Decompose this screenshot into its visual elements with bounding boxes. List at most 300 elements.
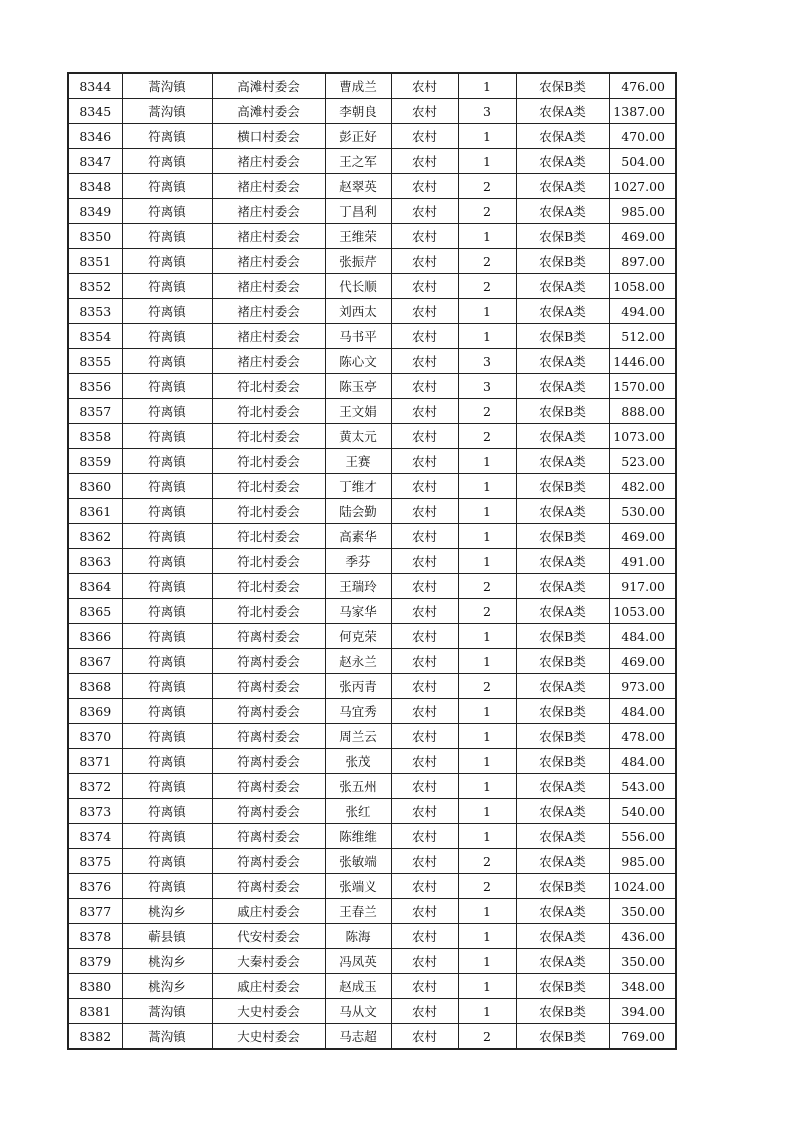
area-type-cell: 农村 — [391, 599, 458, 624]
town-cell: 符离镇 — [122, 824, 212, 849]
town-cell: 符离镇 — [122, 874, 212, 899]
village-committee-cell: 代安村委会 — [212, 924, 325, 949]
table-row — [68, 999, 676, 1024]
town-cell: 符离镇 — [122, 449, 212, 474]
name-cell: 张振芹 — [325, 249, 391, 274]
village-committee-cell: 符北村委会 — [212, 374, 325, 399]
amount-cell: 530.00 — [609, 499, 676, 524]
record-id-cell: 8381 — [68, 999, 122, 1024]
name-cell: 周兰云 — [325, 724, 391, 749]
table-row — [68, 224, 676, 249]
household-count-cell: 1 — [458, 799, 516, 824]
table-row — [68, 774, 676, 799]
table-row — [68, 474, 676, 499]
name-cell: 丁维才 — [325, 474, 391, 499]
household-count-cell: 1 — [458, 974, 516, 999]
town-cell: 蒿沟镇 — [122, 999, 212, 1024]
town-cell: 符离镇 — [122, 149, 212, 174]
amount-cell: 394.00 — [609, 999, 676, 1024]
village-committee-cell: 褚庄村委会 — [212, 299, 325, 324]
insurance-category-cell: 农保B类 — [516, 624, 609, 649]
town-cell: 符离镇 — [122, 399, 212, 424]
amount-cell: 888.00 — [609, 399, 676, 424]
village-committee-cell: 戚庄村委会 — [212, 899, 325, 924]
area-type-cell: 农村 — [391, 399, 458, 424]
household-count-cell: 1 — [458, 924, 516, 949]
household-count-cell: 1 — [458, 774, 516, 799]
amount-cell: 484.00 — [609, 624, 676, 649]
amount-cell: 1027.00 — [609, 174, 676, 199]
insurance-category-cell: 农保B类 — [516, 224, 609, 249]
area-type-cell: 农村 — [391, 874, 458, 899]
insurance-category-cell: 农保A类 — [516, 99, 609, 124]
area-type-cell: 农村 — [391, 124, 458, 149]
insurance-category-cell: 农保A类 — [516, 149, 609, 174]
insurance-category-cell: 农保A类 — [516, 599, 609, 624]
household-count-cell: 1 — [458, 749, 516, 774]
town-cell: 符离镇 — [122, 499, 212, 524]
village-committee-cell: 符离村委会 — [212, 849, 325, 874]
table-row — [68, 549, 676, 574]
table-row — [68, 1024, 676, 1050]
town-cell: 符离镇 — [122, 774, 212, 799]
record-id-cell: 8362 — [68, 524, 122, 549]
table-row — [68, 599, 676, 624]
household-count-cell: 2 — [458, 424, 516, 449]
amount-cell: 476.00 — [609, 73, 676, 99]
amount-cell: 484.00 — [609, 699, 676, 724]
town-cell: 符离镇 — [122, 849, 212, 874]
amount-cell: 556.00 — [609, 824, 676, 849]
household-count-cell: 1 — [458, 524, 516, 549]
record-id-cell: 8370 — [68, 724, 122, 749]
table-row — [68, 199, 676, 224]
table-row — [68, 274, 676, 299]
village-committee-cell: 符离村委会 — [212, 624, 325, 649]
amount-cell: 436.00 — [609, 924, 676, 949]
area-type-cell: 农村 — [391, 699, 458, 724]
name-cell: 陈心文 — [325, 349, 391, 374]
record-id-cell: 8375 — [68, 849, 122, 874]
name-cell: 张敏端 — [325, 849, 391, 874]
village-committee-cell: 符离村委会 — [212, 649, 325, 674]
record-id-cell: 8363 — [68, 549, 122, 574]
insurance-category-cell: 农保B类 — [516, 724, 609, 749]
village-committee-cell: 褚庄村委会 — [212, 224, 325, 249]
village-committee-cell: 符北村委会 — [212, 474, 325, 499]
area-type-cell: 农村 — [391, 849, 458, 874]
table-row — [68, 149, 676, 174]
village-committee-cell: 褚庄村委会 — [212, 349, 325, 374]
record-id-cell: 8346 — [68, 124, 122, 149]
table-row — [68, 499, 676, 524]
table-row — [68, 399, 676, 424]
area-type-cell: 农村 — [391, 99, 458, 124]
household-count-cell: 1 — [458, 999, 516, 1024]
area-type-cell: 农村 — [391, 449, 458, 474]
record-id-cell: 8365 — [68, 599, 122, 624]
amount-cell: 917.00 — [609, 574, 676, 599]
insurance-category-cell: 农保A类 — [516, 674, 609, 699]
amount-cell: 512.00 — [609, 324, 676, 349]
name-cell: 陆会勤 — [325, 499, 391, 524]
amount-cell: 540.00 — [609, 799, 676, 824]
record-id-cell: 8354 — [68, 324, 122, 349]
table-row — [68, 524, 676, 549]
household-count-cell: 1 — [458, 124, 516, 149]
record-id-cell: 8348 — [68, 174, 122, 199]
town-cell: 符离镇 — [122, 224, 212, 249]
household-count-cell: 2 — [458, 249, 516, 274]
area-type-cell: 农村 — [391, 799, 458, 824]
town-cell: 蒿沟镇 — [122, 73, 212, 99]
insurance-category-cell: 农保A类 — [516, 799, 609, 824]
name-cell: 冯凤英 — [325, 949, 391, 974]
village-committee-cell: 大史村委会 — [212, 999, 325, 1024]
household-count-cell: 1 — [458, 73, 516, 99]
table-row — [68, 799, 676, 824]
record-id-cell: 8353 — [68, 299, 122, 324]
village-committee-cell: 符离村委会 — [212, 749, 325, 774]
area-type-cell: 农村 — [391, 774, 458, 799]
household-count-cell: 3 — [458, 349, 516, 374]
amount-cell: 973.00 — [609, 674, 676, 699]
insurance-category-cell: 农保A类 — [516, 849, 609, 874]
village-committee-cell: 褚庄村委会 — [212, 174, 325, 199]
household-count-cell: 1 — [458, 474, 516, 499]
record-id-cell: 8345 — [68, 99, 122, 124]
village-committee-cell: 符离村委会 — [212, 799, 325, 824]
amount-cell: 1073.00 — [609, 424, 676, 449]
town-cell: 符离镇 — [122, 749, 212, 774]
area-type-cell: 农村 — [391, 274, 458, 299]
town-cell: 桃沟乡 — [122, 949, 212, 974]
area-type-cell: 农村 — [391, 374, 458, 399]
name-cell: 丁昌利 — [325, 199, 391, 224]
name-cell: 赵永兰 — [325, 649, 391, 674]
table-row — [68, 299, 676, 324]
table-row — [68, 174, 676, 199]
insurance-category-cell: 农保A类 — [516, 824, 609, 849]
insurance-category-cell: 农保A类 — [516, 924, 609, 949]
table-row — [68, 674, 676, 699]
record-id-cell: 8374 — [68, 824, 122, 849]
record-id-cell: 8357 — [68, 399, 122, 424]
name-cell: 马书平 — [325, 324, 391, 349]
amount-cell: 478.00 — [609, 724, 676, 749]
area-type-cell: 农村 — [391, 524, 458, 549]
record-id-cell: 8366 — [68, 624, 122, 649]
village-committee-cell: 符北村委会 — [212, 599, 325, 624]
town-cell: 符离镇 — [122, 624, 212, 649]
town-cell: 符离镇 — [122, 724, 212, 749]
amount-cell: 348.00 — [609, 974, 676, 999]
name-cell: 马家华 — [325, 599, 391, 624]
area-type-cell: 农村 — [391, 974, 458, 999]
village-committee-cell: 符北村委会 — [212, 524, 325, 549]
table-row — [68, 924, 676, 949]
record-id-cell: 8360 — [68, 474, 122, 499]
table-row — [68, 899, 676, 924]
table-row — [68, 349, 676, 374]
record-id-cell: 8372 — [68, 774, 122, 799]
town-cell: 符离镇 — [122, 199, 212, 224]
name-cell: 曹成兰 — [325, 73, 391, 99]
record-id-cell: 8369 — [68, 699, 122, 724]
amount-cell: 484.00 — [609, 749, 676, 774]
name-cell: 王瑞玲 — [325, 574, 391, 599]
household-count-cell: 2 — [458, 599, 516, 624]
insurance-category-cell: 农保A类 — [516, 549, 609, 574]
area-type-cell: 农村 — [391, 549, 458, 574]
insurance-category-cell: 农保B类 — [516, 249, 609, 274]
name-cell: 王春兰 — [325, 899, 391, 924]
name-cell: 王维荣 — [325, 224, 391, 249]
village-committee-cell: 符北村委会 — [212, 449, 325, 474]
amount-cell: 470.00 — [609, 124, 676, 149]
record-id-cell: 8358 — [68, 424, 122, 449]
town-cell: 蒿沟镇 — [122, 99, 212, 124]
record-id-cell: 8380 — [68, 974, 122, 999]
name-cell: 王之军 — [325, 149, 391, 174]
area-type-cell: 农村 — [391, 724, 458, 749]
village-committee-cell: 符北村委会 — [212, 499, 325, 524]
name-cell: 马志超 — [325, 1024, 391, 1050]
name-cell: 张端义 — [325, 874, 391, 899]
household-count-cell: 1 — [458, 324, 516, 349]
amount-cell: 985.00 — [609, 199, 676, 224]
household-count-cell: 2 — [458, 574, 516, 599]
record-id-cell: 8373 — [68, 799, 122, 824]
record-id-cell: 8350 — [68, 224, 122, 249]
name-cell: 彭正好 — [325, 124, 391, 149]
household-count-cell: 3 — [458, 99, 516, 124]
name-cell: 马宜秀 — [325, 699, 391, 724]
area-type-cell: 农村 — [391, 674, 458, 699]
table-row — [68, 624, 676, 649]
household-count-cell: 2 — [458, 1024, 516, 1050]
insurance-category-cell: 农保A类 — [516, 424, 609, 449]
town-cell: 符离镇 — [122, 374, 212, 399]
record-id-cell: 8378 — [68, 924, 122, 949]
table-row — [68, 249, 676, 274]
town-cell: 符离镇 — [122, 799, 212, 824]
insurance-category-cell: 农保B类 — [516, 999, 609, 1024]
record-id-cell: 8377 — [68, 899, 122, 924]
village-committee-cell: 褚庄村委会 — [212, 249, 325, 274]
table-row — [68, 749, 676, 774]
household-count-cell: 2 — [458, 274, 516, 299]
area-type-cell: 农村 — [391, 199, 458, 224]
area-type-cell: 农村 — [391, 424, 458, 449]
name-cell: 黄太元 — [325, 424, 391, 449]
name-cell: 季芬 — [325, 549, 391, 574]
record-id-cell: 8351 — [68, 249, 122, 274]
area-type-cell: 农村 — [391, 499, 458, 524]
insurance-category-cell: 农保B类 — [516, 874, 609, 899]
town-cell: 蒿沟镇 — [122, 1024, 212, 1050]
household-count-cell: 1 — [458, 624, 516, 649]
area-type-cell: 农村 — [391, 824, 458, 849]
area-type-cell: 农村 — [391, 349, 458, 374]
amount-cell: 543.00 — [609, 774, 676, 799]
area-type-cell: 农村 — [391, 999, 458, 1024]
household-count-cell: 1 — [458, 499, 516, 524]
records-table — [67, 72, 677, 1050]
village-committee-cell: 褚庄村委会 — [212, 199, 325, 224]
household-count-cell: 2 — [458, 674, 516, 699]
village-committee-cell: 符北村委会 — [212, 549, 325, 574]
area-type-cell: 农村 — [391, 474, 458, 499]
village-committee-cell: 褚庄村委会 — [212, 274, 325, 299]
amount-cell: 350.00 — [609, 949, 676, 974]
name-cell: 赵成玉 — [325, 974, 391, 999]
record-id-cell: 8352 — [68, 274, 122, 299]
name-cell: 陈海 — [325, 924, 391, 949]
record-id-cell: 8376 — [68, 874, 122, 899]
amount-cell: 769.00 — [609, 1024, 676, 1050]
name-cell: 刘西太 — [325, 299, 391, 324]
amount-cell: 469.00 — [609, 649, 676, 674]
household-count-cell: 1 — [458, 149, 516, 174]
table-row — [68, 849, 676, 874]
insurance-category-cell: 农保A类 — [516, 574, 609, 599]
record-id-cell: 8344 — [68, 73, 122, 99]
record-id-cell: 8359 — [68, 449, 122, 474]
record-id-cell: 8349 — [68, 199, 122, 224]
table-row — [68, 949, 676, 974]
amount-cell: 491.00 — [609, 549, 676, 574]
amount-cell: 350.00 — [609, 899, 676, 924]
village-committee-cell: 大史村委会 — [212, 1024, 325, 1050]
amount-cell: 897.00 — [609, 249, 676, 274]
area-type-cell: 农村 — [391, 1024, 458, 1050]
insurance-category-cell: 农保B类 — [516, 399, 609, 424]
household-count-cell: 1 — [458, 449, 516, 474]
insurance-category-cell: 农保B类 — [516, 699, 609, 724]
town-cell: 符离镇 — [122, 324, 212, 349]
village-committee-cell: 符离村委会 — [212, 699, 325, 724]
amount-cell: 1387.00 — [609, 99, 676, 124]
area-type-cell: 农村 — [391, 149, 458, 174]
area-type-cell: 农村 — [391, 949, 458, 974]
town-cell: 符离镇 — [122, 674, 212, 699]
name-cell: 马从文 — [325, 999, 391, 1024]
town-cell: 符离镇 — [122, 299, 212, 324]
insurance-category-cell: 农保A类 — [516, 199, 609, 224]
insurance-category-cell: 农保B类 — [516, 1024, 609, 1050]
name-cell: 代长顺 — [325, 274, 391, 299]
insurance-category-cell: 农保A类 — [516, 899, 609, 924]
insurance-category-cell: 农保B类 — [516, 649, 609, 674]
record-id-cell: 8382 — [68, 1024, 122, 1050]
table-row — [68, 374, 676, 399]
name-cell: 陈维维 — [325, 824, 391, 849]
town-cell: 符离镇 — [122, 124, 212, 149]
area-type-cell: 农村 — [391, 249, 458, 274]
name-cell: 陈玉亭 — [325, 374, 391, 399]
town-cell: 符离镇 — [122, 574, 212, 599]
insurance-category-cell: 农保A类 — [516, 949, 609, 974]
table-row — [68, 974, 676, 999]
town-cell: 符离镇 — [122, 174, 212, 199]
household-count-cell: 2 — [458, 399, 516, 424]
village-committee-cell: 褚庄村委会 — [212, 324, 325, 349]
household-count-cell: 1 — [458, 724, 516, 749]
village-committee-cell: 高滩村委会 — [212, 99, 325, 124]
table-row — [68, 324, 676, 349]
table-row — [68, 449, 676, 474]
record-id-cell: 8371 — [68, 749, 122, 774]
town-cell: 符离镇 — [122, 649, 212, 674]
amount-cell: 504.00 — [609, 149, 676, 174]
record-id-cell: 8347 — [68, 149, 122, 174]
area-type-cell: 农村 — [391, 624, 458, 649]
household-count-cell: 2 — [458, 199, 516, 224]
town-cell: 符离镇 — [122, 424, 212, 449]
town-cell: 符离镇 — [122, 474, 212, 499]
insurance-category-cell: 农保B类 — [516, 749, 609, 774]
table-row — [68, 73, 676, 99]
household-count-cell: 2 — [458, 874, 516, 899]
table-row — [68, 824, 676, 849]
village-committee-cell: 褚庄村委会 — [212, 149, 325, 174]
insurance-category-cell: 农保A类 — [516, 449, 609, 474]
household-count-cell: 1 — [458, 949, 516, 974]
area-type-cell: 农村 — [391, 749, 458, 774]
household-count-cell: 1 — [458, 649, 516, 674]
town-cell: 符离镇 — [122, 249, 212, 274]
amount-cell: 1058.00 — [609, 274, 676, 299]
amount-cell: 1446.00 — [609, 349, 676, 374]
household-count-cell: 2 — [458, 849, 516, 874]
table-row — [68, 124, 676, 149]
household-count-cell: 1 — [458, 549, 516, 574]
insurance-category-cell: 农保A类 — [516, 774, 609, 799]
record-id-cell: 8361 — [68, 499, 122, 524]
record-id-cell: 8367 — [68, 649, 122, 674]
area-type-cell: 农村 — [391, 574, 458, 599]
table-row — [68, 649, 676, 674]
area-type-cell: 农村 — [391, 649, 458, 674]
name-cell: 张五州 — [325, 774, 391, 799]
area-type-cell: 农村 — [391, 924, 458, 949]
record-id-cell: 8368 — [68, 674, 122, 699]
name-cell: 赵翠英 — [325, 174, 391, 199]
town-cell: 符离镇 — [122, 549, 212, 574]
table-row — [68, 99, 676, 124]
table-row — [68, 424, 676, 449]
insurance-category-cell: 农保A类 — [516, 499, 609, 524]
amount-cell: 469.00 — [609, 224, 676, 249]
town-cell: 符离镇 — [122, 349, 212, 374]
name-cell: 李朝良 — [325, 99, 391, 124]
household-count-cell: 1 — [458, 299, 516, 324]
town-cell: 符离镇 — [122, 699, 212, 724]
record-id-cell: 8379 — [68, 949, 122, 974]
insurance-category-cell: 农保A类 — [516, 124, 609, 149]
area-type-cell: 农村 — [391, 174, 458, 199]
area-type-cell: 农村 — [391, 224, 458, 249]
town-cell: 蕲县镇 — [122, 924, 212, 949]
village-committee-cell: 符北村委会 — [212, 424, 325, 449]
area-type-cell: 农村 — [391, 73, 458, 99]
town-cell: 桃沟乡 — [122, 974, 212, 999]
insurance-category-cell: 农保A类 — [516, 349, 609, 374]
insurance-category-cell: 农保A类 — [516, 374, 609, 399]
village-committee-cell: 符离村委会 — [212, 674, 325, 699]
record-id-cell: 8356 — [68, 374, 122, 399]
